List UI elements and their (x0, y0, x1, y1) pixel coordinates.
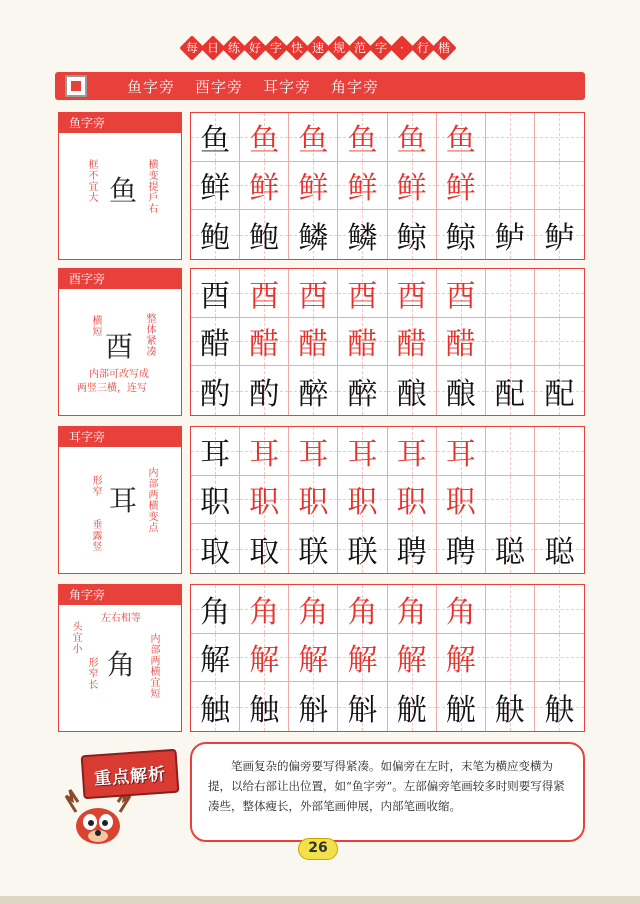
grid-cell[interactable] (437, 162, 486, 211)
grid-cell[interactable] (240, 318, 289, 367)
radical-label: 鱼字旁 (59, 113, 181, 133)
grid-char: 鲸 (396, 220, 427, 256)
header-item: 角字旁 (331, 77, 380, 96)
grid-cell[interactable] (437, 210, 486, 259)
note-left: 形窄长 (86, 657, 97, 690)
grid-char: 职 (347, 485, 378, 521)
note-right: 内部两横变点 (146, 467, 157, 533)
grid-char: 觖 (494, 692, 525, 728)
grid-char: 解 (298, 643, 329, 679)
grid-cell[interactable] (191, 269, 240, 318)
analysis-badge (58, 742, 183, 852)
grid-char: 职 (249, 485, 280, 521)
grid-cell[interactable] (240, 524, 289, 573)
note-right: 横变提戶右 (146, 159, 157, 214)
grid-char: 酉 (249, 278, 280, 314)
grid-cell[interactable] (486, 210, 535, 259)
title-char-text: 每 (185, 40, 199, 55)
radical-panel-wine (58, 268, 182, 416)
practice-grid-ear[interactable] (190, 426, 585, 574)
grid-char: 联 (347, 534, 378, 570)
grid-char: 酉 (298, 278, 329, 314)
header-items (127, 76, 379, 97)
grid-cell[interactable] (388, 585, 437, 634)
grid-cell[interactable] (338, 634, 387, 683)
grid-cell[interactable] (486, 113, 535, 162)
grid-char: 解 (396, 643, 427, 679)
grid-char: 鲜 (396, 171, 427, 207)
grid-cell[interactable] (486, 634, 535, 683)
note-left: 形窄 (90, 475, 101, 497)
grid-char: 耳 (396, 436, 427, 472)
grid-cell[interactable] (437, 634, 486, 683)
analysis-box (190, 742, 585, 842)
grid-char: 聘 (445, 534, 476, 570)
grid-char: 聪 (494, 534, 525, 570)
section-header (55, 72, 585, 100)
grid-cell[interactable] (486, 682, 535, 731)
grid-char: 鲸 (445, 220, 476, 256)
grid-char: 醉 (298, 376, 329, 412)
grid-char: 鱼 (200, 122, 231, 158)
header-item: 鱼字旁 (127, 77, 176, 96)
grid-char: 醋 (347, 327, 378, 363)
practice-grid-fish[interactable] (190, 112, 585, 260)
grid-cell[interactable] (437, 524, 486, 573)
grid-cell[interactable] (388, 366, 437, 415)
grid-cell[interactable] (535, 634, 584, 683)
grid-cell[interactable] (486, 476, 535, 525)
grid-char: 鱼 (298, 122, 329, 158)
grid-cell[interactable] (289, 318, 338, 367)
analysis-text: 笔画复杂的偏旁要写得紧凑。如偏旁在左时，末笔为横应变横为提，以给右部让出位置，如“鱼字旁”。左部偏旁笔画较多时则要写得紧凑些，整体瘦长，外部笔画伸展，内部笔画收缩。 (208, 759, 565, 813)
title-char (431, 35, 456, 60)
grid-char: 角 (347, 594, 378, 630)
grid-char: 酉 (200, 278, 231, 314)
grid-cell[interactable] (191, 427, 240, 476)
grid-char: 鱼 (249, 122, 280, 158)
grid-char: 酉 (445, 278, 476, 314)
header-item: 酉字旁 (195, 77, 244, 96)
note-right: 内部两横宜短 (148, 633, 159, 699)
title-char-text: 练 (227, 40, 241, 55)
grid-cell[interactable] (437, 269, 486, 318)
note-bottom: 内部可改写成 (89, 369, 149, 380)
grid-cell[interactable] (338, 585, 387, 634)
radical-panel-horn (58, 584, 182, 732)
page-number: 26 (298, 838, 338, 860)
grid-cell[interactable] (535, 427, 584, 476)
grid-cell[interactable] (388, 476, 437, 525)
grid-char: 鲜 (200, 171, 231, 207)
practice-grid-wine[interactable] (190, 268, 585, 416)
grid-char: 鲈 (544, 220, 575, 256)
grid-char: 鱼 (396, 122, 427, 158)
grid-cell[interactable] (240, 210, 289, 259)
grid-char: 解 (347, 643, 378, 679)
grid-cell[interactable] (240, 427, 289, 476)
grid-char: 斛 (298, 692, 329, 728)
grid-cell[interactable] (289, 585, 338, 634)
radical-label: 耳字旁 (59, 427, 181, 447)
grid-cell[interactable] (437, 476, 486, 525)
grid-char: 鲈 (494, 220, 525, 256)
grid-cell[interactable] (535, 585, 584, 634)
grid-cell[interactable] (437, 585, 486, 634)
grid-cell[interactable] (191, 162, 240, 211)
grid-char: 鱼 (347, 122, 378, 158)
grid-cell[interactable] (486, 427, 535, 476)
title-char-text: 好 (248, 40, 262, 55)
grid-cell[interactable] (535, 269, 584, 318)
grid-char: 醋 (396, 327, 427, 363)
grid-char: 取 (200, 534, 231, 570)
grid-cell[interactable] (240, 476, 289, 525)
grid-char: 鲜 (249, 171, 280, 207)
grid-cell[interactable] (191, 682, 240, 731)
grid-char: 醋 (249, 327, 280, 363)
title-char-text: 速 (311, 40, 325, 55)
grid-cell[interactable] (338, 682, 387, 731)
note-bottom: 两竖三横，连写 (77, 383, 147, 394)
grid-char: 聪 (544, 534, 575, 570)
grid-char: 醉 (347, 376, 378, 412)
grid-cell[interactable] (289, 269, 338, 318)
grid-cell[interactable] (289, 162, 338, 211)
bottom-band (0, 896, 640, 904)
grid-char: 鲜 (298, 171, 329, 207)
note-right: 整体紧凑 (144, 313, 155, 357)
grid-char: 解 (200, 643, 231, 679)
grid-cell[interactable] (338, 318, 387, 367)
grid-cell[interactable] (535, 210, 584, 259)
grid-cell[interactable] (191, 366, 240, 415)
grid-cell[interactable] (388, 682, 437, 731)
grid-char: 斛 (347, 692, 378, 728)
grid-cell[interactable] (240, 682, 289, 731)
grid-char: 职 (200, 485, 231, 521)
grid-cell[interactable] (240, 366, 289, 415)
grid-cell[interactable] (535, 113, 584, 162)
grid-cell[interactable] (191, 476, 240, 525)
grid-char: 联 (298, 534, 329, 570)
grid-char: 酿 (396, 376, 427, 412)
title-char-text: 楷 (437, 40, 451, 55)
grid-char: 醋 (298, 327, 329, 363)
grid-char: 鲍 (249, 220, 280, 256)
note-top: 左右相等 (101, 613, 141, 624)
grid-cell[interactable] (338, 269, 387, 318)
analysis-title: 重点解析 (93, 764, 167, 789)
grid-cell[interactable] (486, 269, 535, 318)
grid-cell[interactable] (486, 366, 535, 415)
title-char-text: 范 (353, 40, 367, 55)
grid-cell[interactable] (191, 113, 240, 162)
grid-cell[interactable] (289, 476, 338, 525)
grid-char: 鲜 (347, 171, 378, 207)
book-title (168, 36, 468, 60)
grid-char: 配 (494, 376, 525, 412)
analysis-sign (81, 749, 180, 800)
grid-cell[interactable] (535, 476, 584, 525)
grid-cell[interactable] (437, 113, 486, 162)
grid-char: 醋 (445, 327, 476, 363)
grid-char: 耳 (445, 436, 476, 472)
grid-cell[interactable] (388, 162, 437, 211)
grid-char: 职 (298, 485, 329, 521)
grid-char: 觥 (445, 692, 476, 728)
grid-cell[interactable] (388, 634, 437, 683)
radical-panel-fish (58, 112, 182, 260)
grid-cell[interactable] (240, 113, 289, 162)
grid-cell[interactable] (240, 585, 289, 634)
grid-cell[interactable] (289, 113, 338, 162)
grid-cell[interactable] (338, 113, 387, 162)
header-square-icon (65, 75, 87, 97)
grid-char: 触 (249, 692, 280, 728)
grid-char: 耳 (200, 436, 231, 472)
grid-char: 鲜 (445, 171, 476, 207)
title-char-text: 字 (269, 40, 283, 55)
grid-cell[interactable] (240, 162, 289, 211)
grid-cell[interactable] (486, 524, 535, 573)
grid-cell[interactable] (388, 427, 437, 476)
grid-cell[interactable] (535, 682, 584, 731)
grid-char: 酌 (249, 376, 280, 412)
note-left: 框不宜大 (86, 159, 97, 203)
grid-char: 酿 (445, 376, 476, 412)
grid-cell[interactable] (437, 318, 486, 367)
grid-cell[interactable] (338, 524, 387, 573)
grid-cell[interactable] (191, 524, 240, 573)
grid-cell[interactable] (388, 269, 437, 318)
grid-char: 触 (200, 692, 231, 728)
grid-char: 解 (249, 643, 280, 679)
grid-char: 觖 (544, 692, 575, 728)
header-item: 耳字旁 (263, 77, 312, 96)
grid-cell[interactable] (388, 318, 437, 367)
grid-cell[interactable] (437, 682, 486, 731)
grid-char: 职 (396, 485, 427, 521)
grid-cell[interactable] (240, 269, 289, 318)
grid-cell[interactable] (289, 427, 338, 476)
grid-cell[interactable] (191, 634, 240, 683)
grid-char: 配 (544, 376, 575, 412)
grid-char: 鱼 (445, 122, 476, 158)
title-char-text: 日 (206, 40, 220, 55)
grid-cell[interactable] (388, 524, 437, 573)
radical-label: 酉字旁 (59, 269, 181, 289)
grid-cell[interactable] (535, 524, 584, 573)
grid-char: 取 (249, 534, 280, 570)
grid-cell[interactable] (338, 427, 387, 476)
grid-cell[interactable] (535, 162, 584, 211)
grid-char: 耳 (249, 436, 280, 472)
grid-char: 醋 (200, 327, 231, 363)
grid-cell[interactable] (535, 318, 584, 367)
grid-char: 耳 (347, 436, 378, 472)
title-char-text: 字 (374, 40, 388, 55)
grid-cell[interactable] (486, 585, 535, 634)
practice-grid-horn[interactable] (190, 584, 585, 732)
grid-cell[interactable] (486, 318, 535, 367)
grid-cell[interactable] (388, 210, 437, 259)
note-left: 横短 (90, 315, 101, 337)
grid-cell[interactable] (289, 634, 338, 683)
title-char-text: 快 (290, 40, 304, 55)
grid-char: 鳞 (347, 220, 378, 256)
grid-char: 角 (249, 594, 280, 630)
title-char-text: 规 (332, 40, 346, 55)
grid-char: 鲍 (200, 220, 231, 256)
grid-cell[interactable] (486, 162, 535, 211)
grid-char: 角 (445, 594, 476, 630)
radical-example: 酉 (105, 330, 134, 363)
grid-cell[interactable] (191, 585, 240, 634)
title-char-text: · (400, 40, 404, 55)
grid-char: 角 (298, 594, 329, 630)
grid-cell[interactable] (191, 318, 240, 367)
grid-cell[interactable] (289, 524, 338, 573)
grid-cell[interactable] (437, 427, 486, 476)
grid-char: 职 (445, 485, 476, 521)
grid-char: 耳 (298, 436, 329, 472)
grid-char: 角 (200, 594, 231, 630)
grid-char: 鳞 (298, 220, 329, 256)
radical-example: 耳 (109, 484, 138, 517)
note-left: 头宜小 (70, 621, 81, 654)
grid-cell[interactable] (191, 210, 240, 259)
grid-char: 聘 (396, 534, 427, 570)
title-char-text: 行 (416, 40, 430, 55)
grid-cell[interactable] (289, 682, 338, 731)
grid-char: 觥 (396, 692, 427, 728)
grid-cell[interactable] (338, 476, 387, 525)
grid-char: 酉 (396, 278, 427, 314)
grid-cell[interactable] (338, 162, 387, 211)
radical-example: 角 (107, 648, 136, 681)
grid-char: 角 (396, 594, 427, 630)
grid-char: 解 (445, 643, 476, 679)
grid-cell[interactable] (240, 634, 289, 683)
grid-cell[interactable] (388, 113, 437, 162)
grid-char: 酉 (347, 278, 378, 314)
radical-panel-ear (58, 426, 182, 574)
grid-char: 酌 (200, 376, 231, 412)
grid-cell[interactable] (289, 210, 338, 259)
grid-cell[interactable] (535, 366, 584, 415)
grid-cell[interactable] (338, 210, 387, 259)
grid-cell[interactable] (289, 366, 338, 415)
grid-cell[interactable] (437, 366, 486, 415)
radical-label: 角字旁 (59, 585, 181, 605)
note-bottom: 垂露竖 (90, 519, 101, 552)
grid-cell[interactable] (338, 366, 387, 415)
radical-example: 鱼 (109, 174, 138, 207)
